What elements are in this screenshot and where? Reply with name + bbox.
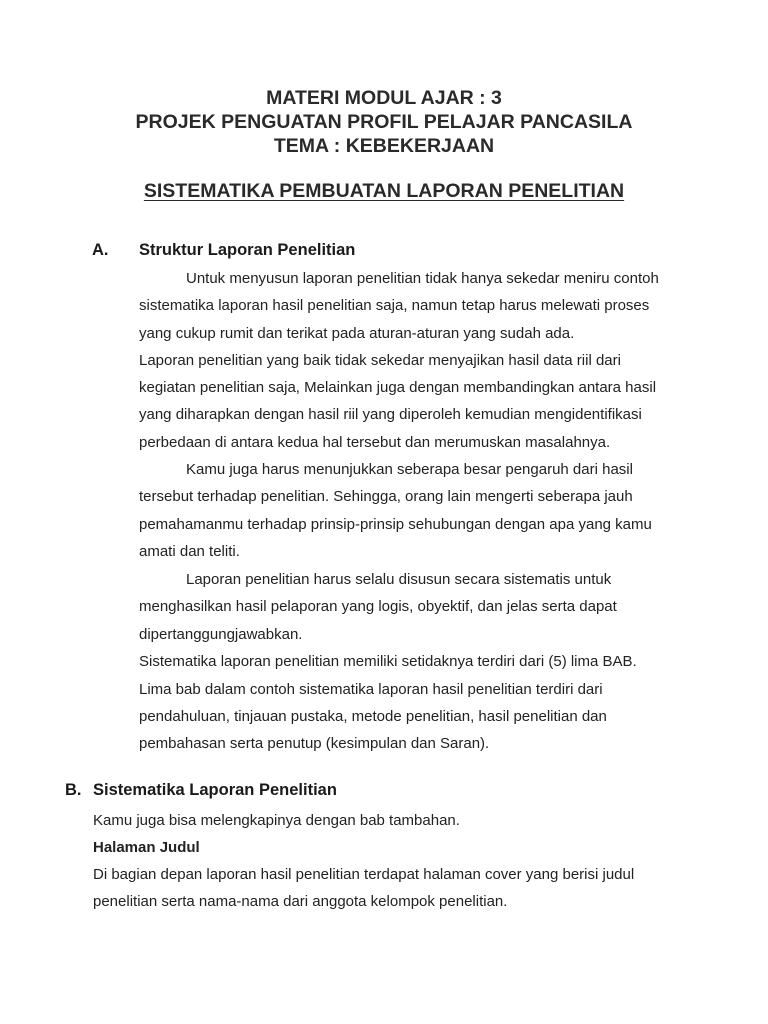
section-a-letter: A. <box>92 241 109 259</box>
header-line-module: MATERI MODUL AJAR : 3 <box>266 87 502 109</box>
header-line-project: PROJEK PENGUATAN PROFIL PELAJAR PANCASILA <box>135 111 633 133</box>
section-b-letter: B. <box>65 781 82 799</box>
section-b-subheading: Halaman Judul <box>93 839 200 856</box>
header-line-theme: TEMA : KEBEKERJAAN <box>273 135 495 157</box>
section-a-line: pendahuluan, tinjauan pustaka, metode penelitian, hasil penelitian dan <box>139 708 607 725</box>
section-a-line: dipertanggungjawabkan. <box>139 626 303 643</box>
section-a-line: kegiatan penelitian saja, Melainkan juga dengan membandingkan antara hasil <box>139 379 657 396</box>
section-b-intro: Kamu juga bisa melengkapinya dengan bab tambahan. <box>93 812 460 829</box>
section-a-heading: Struktur Laporan Penelitian <box>139 241 356 259</box>
section-a-line: menghasilkan hasil pelaporan yang logis, obyektif, dan jelas serta dapat <box>139 598 617 615</box>
section-a-line: perbedaan di antara kedua hal tersebut dan merumuskan masalahnya. <box>139 434 611 451</box>
section-a-line: pemahamanmu terhadap prinsip-prinsip sehubungan dengan apa yang kamu <box>139 516 652 533</box>
section-a-line: Kamu juga harus menunjukkan seberapa besar pengaruh dari hasil <box>186 461 633 478</box>
section-a-line: Lima bab dalam contoh sistematika laporan hasil penelitian terdiri dari <box>139 681 603 698</box>
section-a-line: Sistematika laporan penelitian memiliki setidaknya terdiri dari (5) lima BAB. <box>139 653 637 670</box>
section-a-line: pembahasan serta penutup (kesimpulan dan Saran). <box>139 735 490 752</box>
section-b-line: Di bagian depan laporan hasil penelitian terdapat halaman cover yang berisi judul <box>93 866 635 883</box>
section-a-line: sistematika laporan hasil penelitian saja, namun tetap harus melewati proses <box>139 297 650 314</box>
section-a-line: yang cukup rumit dan terikat pada aturan-aturan yang sudah ada. <box>139 325 575 342</box>
section-a-line: Laporan penelitian harus selalu disusun secara sistematis untuk <box>186 571 612 588</box>
section-a-line: amati dan teliti. <box>139 543 240 560</box>
section-a-line: Laporan penelitian yang baik tidak sekedar menyajikan hasil data riil dari <box>139 352 621 369</box>
section-a-line: tersebut terhadap penelitian. Sehingga, orang lain mengerti seberapa jauh <box>139 488 633 505</box>
document-title: SISTEMATIKA PEMBUATAN LAPORAN PENELITIAN <box>143 180 625 202</box>
section-b-line: penelitian serta nama-nama dari anggota kelompok penelitian. <box>93 893 508 910</box>
section-a-line: yang diharapkan dengan hasil riil yang diperoleh kemudian mengidentifikasi <box>139 406 642 423</box>
section-b-heading: Sistematika Laporan Penelitian <box>93 781 337 799</box>
module-header <box>0 86 768 158</box>
section-a-line: Untuk menyusun laporan penelitian tidak hanya sekedar meniru contoh <box>186 270 659 287</box>
